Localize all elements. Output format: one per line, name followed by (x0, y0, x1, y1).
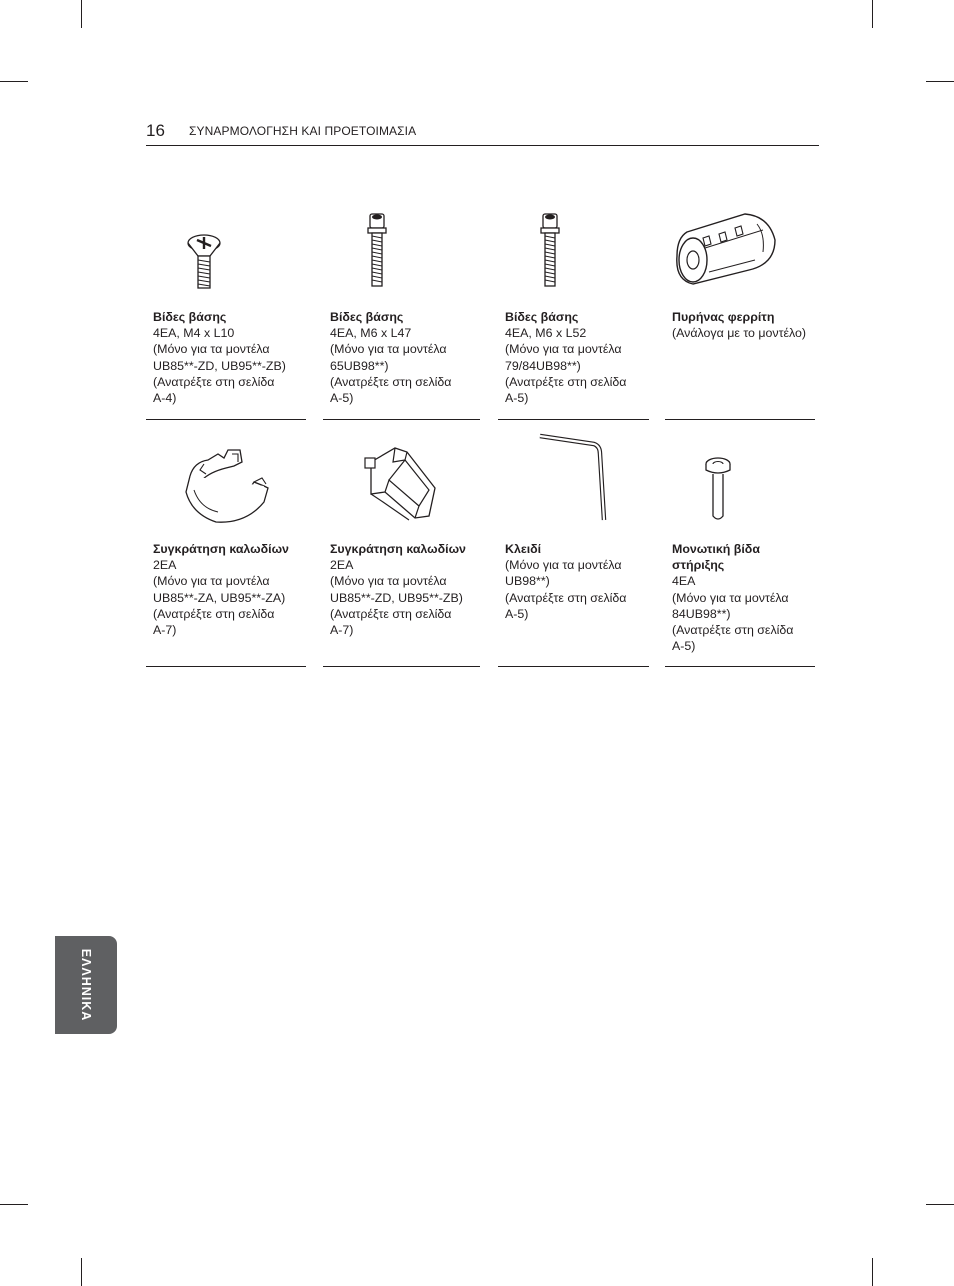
part-title: Βίδες βάσης (505, 310, 579, 324)
part-detail: A-4) (153, 391, 177, 406)
part-detail: UB85**-ZA, UB95**-ZA) (153, 590, 286, 605)
insulating-screw-icon (665, 432, 815, 532)
part-detail: 2EA (153, 558, 177, 573)
part-detail: A-5) (330, 391, 354, 406)
part-detail: 65UB98**) (330, 358, 389, 373)
part-detail: 4EA, M6 x L52 (505, 326, 587, 341)
part-detail: (Μόνο για τα μοντέλα (505, 342, 622, 357)
part-detail: (Μόνο για τα μοντέλα (330, 574, 447, 589)
crop-mark (926, 1204, 954, 1205)
part-detail: (Ανατρέξτε στη σελίδα (505, 374, 627, 389)
part-detail: (Μόνο για τα μοντέλα (330, 342, 447, 357)
part-title-line2: στήριξης (672, 558, 725, 573)
crop-mark (0, 1204, 28, 1205)
long-hex-bolt-icon (498, 200, 649, 300)
part-detail: 84UB98**) (672, 606, 731, 621)
crop-mark (872, 1258, 873, 1286)
part-detail: UB98**) (505, 574, 550, 589)
part-detail: (Ανατρέξτε στη σελίδα (153, 374, 275, 389)
part-title: Μονωτική βίδα (672, 542, 760, 556)
page-number: 16 (146, 121, 165, 140)
part-title: Βίδες βάσης (153, 310, 227, 324)
part-detail: A-7) (330, 623, 354, 638)
part-title: Κλειδί (505, 542, 542, 556)
part-detail: (Μόνο για τα μοντέλα (672, 590, 789, 605)
part-detail: 4EA (672, 574, 696, 589)
part-detail: (Ανατρέξτε στη σελίδα (330, 374, 452, 389)
part-detail: UB85**-ZD, UB95**-ZB) (330, 590, 463, 605)
flat-head-screw-icon (146, 200, 306, 300)
part-detail: 79/84UB98**) (505, 358, 581, 373)
part-detail: (Ανατρέξτε στη σελίδα (672, 623, 794, 638)
part-detail: (Μόνο για τα μοντέλα (153, 574, 270, 589)
part-item (665, 432, 815, 667)
part-title: Βίδες βάσης (330, 310, 404, 324)
part-item (323, 432, 480, 667)
part-detail: 4EA, M4 x L10 (153, 326, 235, 341)
part-item (323, 200, 480, 420)
language-tab (55, 936, 117, 1034)
curved-cable-holder-icon (146, 432, 306, 532)
hex-key-icon (498, 432, 649, 532)
part-item (665, 200, 815, 420)
part-detail: A-7) (153, 623, 177, 638)
long-hex-bolt-icon (323, 200, 480, 300)
part-detail: A-5) (672, 639, 696, 654)
part-title: Συγκράτηση καλωδίων (330, 542, 466, 556)
part-detail: A-5) (505, 391, 529, 406)
page-header (146, 118, 819, 146)
part-detail: (Ανατρέξτε στη σελίδα (153, 606, 275, 621)
part-detail: (Ανατρέξτε στη σελίδα (505, 590, 627, 605)
language-tab-label: ΕΛΛΗΝΙΚΑ (79, 948, 93, 1022)
part-detail: (Μόνο για τα μοντέλα (505, 558, 622, 573)
part-title: Συγκράτηση καλωδίων (153, 542, 289, 556)
crop-mark (872, 0, 873, 28)
crop-mark (81, 1258, 82, 1286)
box-cable-holder-icon (323, 432, 480, 532)
part-detail: (Μόνο για τα μοντέλα (153, 342, 270, 357)
part-detail: A-5) (505, 606, 529, 621)
part-item (146, 432, 306, 667)
part-detail: UB85**-ZD, UB95**-ZB) (153, 358, 286, 373)
part-detail: (Ανατρέξτε στη σελίδα (330, 606, 452, 621)
part-item (498, 200, 649, 420)
crop-mark (0, 81, 28, 82)
part-detail: 2EA (330, 558, 354, 573)
part-title: Πυρήνας φερρίτη (672, 310, 775, 324)
part-item (498, 432, 649, 667)
crop-mark (926, 81, 954, 82)
part-detail: (Ανάλογα με το μοντέλο) (672, 326, 807, 341)
section-title: ΣΥΝΑΡΜΟΛΟΓΗΣΗ ΚΑΙ ΠΡΟΕΤΟΙΜΑΣΙΑ (189, 124, 417, 138)
crop-mark (81, 0, 82, 28)
part-item (146, 200, 306, 420)
part-detail: 4EA, M6 x L47 (330, 326, 412, 341)
ferrite-core-icon (665, 200, 815, 300)
